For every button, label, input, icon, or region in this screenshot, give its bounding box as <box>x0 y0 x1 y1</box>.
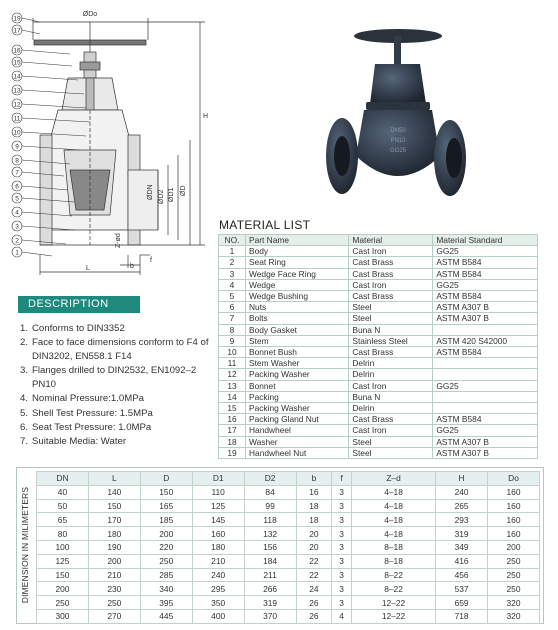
material-list-cell: 7 <box>219 313 246 324</box>
dimension-table <box>36 471 540 624</box>
material-list-cell: Packing Gland Nut <box>246 414 349 425</box>
dimension-cell: 537 <box>436 582 488 596</box>
dimension-cell: 4 <box>332 609 352 623</box>
callout-number: 15 <box>13 59 21 67</box>
dimension-cell: 145 <box>192 513 244 527</box>
material-list-cell: Washer <box>246 436 349 447</box>
material-list-cell: Buna N <box>349 391 433 402</box>
dimension-cell: 84 <box>244 485 296 499</box>
material-list-cell <box>433 369 538 380</box>
dimension-cell: 26 <box>296 609 332 623</box>
callout-number: 12 <box>13 101 21 109</box>
dimension-header-row <box>37 472 540 486</box>
description-item <box>20 336 220 364</box>
dimension-cell: 140 <box>88 485 140 499</box>
dimension-cell: 160 <box>192 527 244 541</box>
material-list-row <box>219 369 538 380</box>
dim-do: ØDo <box>82 11 98 18</box>
material-list-cell: ASTM B584 <box>433 257 538 268</box>
dimension-cell: 132 <box>244 527 296 541</box>
dimension-cell: 4–18 <box>351 527 435 541</box>
dimension-cell: 180 <box>88 527 140 541</box>
callout-leader <box>22 252 52 256</box>
description-item-number: 6. <box>20 421 29 433</box>
description-item-number: 2. <box>20 337 29 349</box>
dimension-side-label <box>18 470 32 620</box>
dim-b: b <box>130 263 134 270</box>
material-list-cell: Cast Brass <box>349 291 433 302</box>
dimension-cell: 456 <box>436 568 488 582</box>
description-item-text: Shell Test Pressure: 1.5MPa <box>32 407 153 419</box>
dimension-cell: 395 <box>140 596 192 610</box>
dimension-cell: 12–22 <box>351 596 435 610</box>
description-item <box>20 322 220 336</box>
callout-number: 6 <box>15 183 19 191</box>
dimension-cell: 160 <box>488 485 540 499</box>
dimension-cell: 270 <box>88 609 140 623</box>
callout-number: 17 <box>13 27 21 35</box>
dimension-cell: 180 <box>192 540 244 554</box>
dimension-cell: 320 <box>488 609 540 623</box>
dimension-cell: 211 <box>244 568 296 582</box>
dimension-cell: 300 <box>37 609 89 623</box>
dimension-cell: 125 <box>37 554 89 568</box>
dimension-cell: 220 <box>140 540 192 554</box>
dim-dn: ØDN <box>147 184 154 200</box>
description-item-number: 7. <box>20 435 29 447</box>
dimension-cell: 718 <box>436 609 488 623</box>
dimension-cell: 160 <box>488 513 540 527</box>
material-list-cell: Handwheel <box>246 425 349 436</box>
description-item-number: 3. <box>20 365 29 377</box>
dimension-row <box>37 554 540 568</box>
material-list-cell: GG25 <box>433 279 538 290</box>
callout-number: 2 <box>15 237 19 245</box>
material-list-row <box>219 358 538 369</box>
callout-leader <box>22 18 40 22</box>
dimension-cell: 125 <box>192 499 244 513</box>
dimension-cell: 265 <box>436 499 488 513</box>
material-list-cell: Seat Ring <box>246 257 349 268</box>
dimension-cell: 12–22 <box>351 609 435 623</box>
gate-valve-photo <box>320 6 470 211</box>
dimension-cell: 319 <box>436 527 488 541</box>
dimension-cell: 250 <box>488 554 540 568</box>
material-list-cell: GG25 <box>433 425 538 436</box>
dimension-cell: 65 <box>37 513 89 527</box>
callout-number: 1 <box>15 249 19 257</box>
dimension-cell: 190 <box>88 540 140 554</box>
dimension-cell: 3 <box>332 582 352 596</box>
dimension-header-cell: D <box>140 472 192 486</box>
dimension-cell: 150 <box>88 499 140 513</box>
dimension-header-cell: L <box>88 472 140 486</box>
dimension-cell: 160 <box>488 527 540 541</box>
material-list-header-cell: NO. <box>219 235 246 246</box>
callout-number: 9 <box>15 143 19 151</box>
material-list-row <box>219 436 538 447</box>
material-list-cell: Packing Washer <box>246 369 349 380</box>
dimension-cell: 210 <box>192 554 244 568</box>
dimension-cell: 210 <box>88 568 140 582</box>
description-item <box>20 392 220 406</box>
material-list-cell: 3 <box>219 268 246 279</box>
material-list-cell: 12 <box>219 369 246 380</box>
material-list-row <box>219 335 538 346</box>
material-list-cell: 18 <box>219 436 246 447</box>
material-list-cell: 2 <box>219 257 246 268</box>
description-item-text: Nominal Pressure:1.0MPa <box>32 393 144 405</box>
dimension-header-cell: D1 <box>192 472 244 486</box>
material-list-title: MATERIAL LIST <box>219 218 311 232</box>
material-list-cell: Nuts <box>246 302 349 313</box>
dimension-row <box>37 485 540 499</box>
material-list-cell: 4 <box>219 279 246 290</box>
dimension-cell: 3 <box>332 554 352 568</box>
dimension-cell: 3 <box>332 513 352 527</box>
description-item-text: Conforms to DIN3352 <box>32 323 125 334</box>
dimension-header-cell: b <box>296 472 332 486</box>
material-list-row <box>219 257 538 268</box>
dimension-cell: 3 <box>332 596 352 610</box>
dimension-cell: 50 <box>37 499 89 513</box>
dimension-row <box>37 568 540 582</box>
material-list-row <box>219 403 538 414</box>
material-list-cell: 13 <box>219 380 246 391</box>
dimension-cell: 24 <box>296 582 332 596</box>
dim-l: L <box>86 265 90 272</box>
material-list-cell: Body <box>246 246 349 257</box>
material-list-cell <box>433 358 538 369</box>
dimension-cell: 350 <box>192 596 244 610</box>
dimension-cell: 4–18 <box>351 499 435 513</box>
material-list-cell: Cast Brass <box>349 257 433 268</box>
dimension-cell: 16 <box>296 485 332 499</box>
material-list-row <box>219 447 538 458</box>
dimension-cell: 285 <box>140 568 192 582</box>
material-list-cell: Cast Iron <box>349 246 433 257</box>
callout-number: 8 <box>15 157 19 165</box>
dimension-cell: 150 <box>140 485 192 499</box>
dimension-header-cell: H <box>436 472 488 486</box>
dimension-cell: 160 <box>488 499 540 513</box>
callout-number: 4 <box>15 209 19 217</box>
material-list-cell: ASTM A307 B <box>433 313 538 324</box>
callout-number: 5 <box>15 195 19 203</box>
dimension-row <box>37 582 540 596</box>
material-list-row <box>219 347 538 358</box>
dim-h: H <box>203 113 209 120</box>
material-list-cell: ASTM B584 <box>433 414 538 425</box>
dimension-cell: 200 <box>88 554 140 568</box>
dim-d2: ØD2 <box>158 189 165 204</box>
material-list-row <box>219 391 538 402</box>
dimension-cell: 240 <box>436 485 488 499</box>
dimension-cell: 4–18 <box>351 513 435 527</box>
material-list-cell: Wedge Face Ring <box>246 268 349 279</box>
dimension-cell: 295 <box>192 582 244 596</box>
valve-section-drawing <box>0 0 215 285</box>
dimension-cell: 3 <box>332 568 352 582</box>
dimension-cell: 250 <box>488 568 540 582</box>
material-list-cell: Delrin <box>349 358 433 369</box>
material-list-cell: 17 <box>219 425 246 436</box>
material-list-cell: Bonnet Bush <box>246 347 349 358</box>
dimension-cell: 22 <box>296 554 332 568</box>
callout-leader <box>22 50 70 54</box>
dimension-cell: 185 <box>140 513 192 527</box>
material-list-cell: Steel <box>349 313 433 324</box>
material-list-cell: GG25 <box>433 246 538 257</box>
dimension-cell: 156 <box>244 540 296 554</box>
material-list-cell: Steel <box>349 447 433 458</box>
material-list-cell: 10 <box>219 347 246 358</box>
dimension-cell: 349 <box>436 540 488 554</box>
dimension-cell: 4–18 <box>351 485 435 499</box>
svg-text:PN10: PN10 <box>390 138 406 144</box>
material-list-cell: 11 <box>219 358 246 369</box>
material-list-cell: Cast Iron <box>349 380 433 391</box>
svg-text:DN50: DN50 <box>390 128 406 134</box>
dimension-row <box>37 527 540 541</box>
dimension-cell: 8–18 <box>351 540 435 554</box>
material-list-header-row <box>219 235 538 246</box>
material-list-cell: ASTM A307 B <box>433 436 538 447</box>
material-list-row <box>219 268 538 279</box>
dimension-cell: 22 <box>296 568 332 582</box>
material-list-cell: 9 <box>219 335 246 346</box>
material-list-cell <box>433 403 538 414</box>
callout-number: 19 <box>13 15 21 23</box>
material-list-cell <box>433 391 538 402</box>
callout-number: 3 <box>15 223 19 231</box>
material-list-cell: Body Gasket <box>246 324 349 335</box>
dimension-cell: 319 <box>244 596 296 610</box>
description-item <box>20 364 220 392</box>
callout-number: 16 <box>13 47 21 55</box>
dimension-header-cell: Z–d <box>351 472 435 486</box>
material-list-cell: 16 <box>219 414 246 425</box>
material-list-cell: ASTM A307 B <box>433 302 538 313</box>
callout-leader <box>22 62 72 66</box>
dimension-row <box>37 513 540 527</box>
material-list-cell: ASTM B584 <box>433 347 538 358</box>
svg-text:GG25: GG25 <box>389 148 407 154</box>
material-list-header-cell: Part Name <box>246 235 349 246</box>
material-list-row <box>219 414 538 425</box>
material-list-cell: Buna N <box>349 324 433 335</box>
description-item-text: Face to face dimensions conform to F4 of DIN3202, EN558.1 F14 <box>32 337 209 363</box>
material-list-cell: Packing <box>246 391 349 402</box>
dimension-cell: 8–18 <box>351 554 435 568</box>
dimension-cell: 240 <box>192 568 244 582</box>
dimension-cell: 184 <box>244 554 296 568</box>
material-list-cell: 15 <box>219 403 246 414</box>
material-list-cell: ASTM B584 <box>433 291 538 302</box>
dimension-cell: 200 <box>488 540 540 554</box>
material-list-cell: Wedge Bushing <box>246 291 349 302</box>
dimension-cell: 3 <box>332 527 352 541</box>
dimension-cell: 40 <box>37 485 89 499</box>
dimension-cell: 170 <box>88 513 140 527</box>
dimension-row <box>37 596 540 610</box>
dimension-cell: 230 <box>88 582 140 596</box>
material-list-row <box>219 302 538 313</box>
dimension-cell: 150 <box>37 568 89 582</box>
description-item <box>20 407 220 421</box>
material-list-cell <box>433 324 538 335</box>
material-list-cell: 19 <box>219 447 246 458</box>
material-list-cell: Steel <box>349 302 433 313</box>
description-item-text: Flanges drilled to DIN2532, EN1092–2 PN10 <box>32 365 197 391</box>
dimension-cell: 250 <box>488 582 540 596</box>
material-list-cell: Wedge <box>246 279 349 290</box>
material-list-cell: Cast Brass <box>349 268 433 279</box>
dimension-cell: 200 <box>140 527 192 541</box>
dim-zd: Z-ød <box>115 233 122 248</box>
material-list-row <box>219 279 538 290</box>
material-list-row <box>219 380 538 391</box>
dimension-cell: 400 <box>192 609 244 623</box>
dimension-cell: 659 <box>436 596 488 610</box>
material-list-cell: 14 <box>219 391 246 402</box>
material-list-header-cell: Material <box>349 235 433 246</box>
dimension-row <box>37 540 540 554</box>
callout-number: 11 <box>13 115 21 123</box>
dimension-cell: 416 <box>436 554 488 568</box>
material-list-row <box>219 313 538 324</box>
dimension-header-cell: f <box>332 472 352 486</box>
dimension-cell: 100 <box>37 540 89 554</box>
dimension-cell: 320 <box>488 596 540 610</box>
material-list-cell: Bolts <box>246 313 349 324</box>
dimension-cell: 293 <box>436 513 488 527</box>
material-list-cell: Delrin <box>349 369 433 380</box>
material-list-cell: Stem <box>246 335 349 346</box>
dimension-cell: 8–22 <box>351 568 435 582</box>
callout-number: 10 <box>13 129 21 137</box>
dimension-cell: 20 <box>296 527 332 541</box>
material-list-cell: ASTM 420 S42000 <box>433 335 538 346</box>
dimension-side-label-text: DIMENSION IN MILIMETERS <box>20 486 30 604</box>
material-list-cell: Cast Brass <box>349 414 433 425</box>
dimension-cell: 20 <box>296 540 332 554</box>
material-list-cell: GG25 <box>433 380 538 391</box>
material-list-cell: Handwheel Nut <box>246 447 349 458</box>
description-item <box>20 421 220 435</box>
material-list-table <box>218 234 538 459</box>
material-list-cell: 6 <box>219 302 246 313</box>
dimension-header-cell: Do <box>488 472 540 486</box>
description-item-number: 4. <box>20 393 29 405</box>
description-title: DESCRIPTION <box>28 298 109 310</box>
material-list-cell: Stem Washer <box>246 358 349 369</box>
dim-d: ØD <box>180 185 187 196</box>
material-list-cell: ASTM A307 B <box>433 447 538 458</box>
callout-number: 7 <box>15 169 19 177</box>
dimension-cell: 118 <box>244 513 296 527</box>
material-list-cell: 1 <box>219 246 246 257</box>
material-list-cell: Packing Washer <box>246 403 349 414</box>
material-list-cell: Bonnet <box>246 380 349 391</box>
callout-leader <box>22 30 40 34</box>
material-list-cell: Steel <box>349 436 433 447</box>
dimension-cell: 370 <box>244 609 296 623</box>
material-list-cell: ASTM B584 <box>433 268 538 279</box>
description-item-text: Suitable Media: Water <box>32 435 127 447</box>
material-list-cell: Cast Iron <box>349 279 433 290</box>
description-item <box>20 435 220 449</box>
dimension-cell: 8–22 <box>351 582 435 596</box>
material-list-cell: Cast Brass <box>349 347 433 358</box>
material-list-row <box>219 246 538 257</box>
dimension-cell: 266 <box>244 582 296 596</box>
dimension-cell: 250 <box>140 554 192 568</box>
dimension-cell: 250 <box>37 596 89 610</box>
dimension-cell: 18 <box>296 513 332 527</box>
dimension-cell: 165 <box>140 499 192 513</box>
material-list-cell: Delrin <box>349 403 433 414</box>
dimension-cell: 80 <box>37 527 89 541</box>
description-item-number: 5. <box>20 407 29 419</box>
material-list-cell: Stainless Steel <box>349 335 433 346</box>
material-list-cell: 5 <box>219 291 246 302</box>
material-list-cell: Cast Iron <box>349 425 433 436</box>
dimension-cell: 3 <box>332 540 352 554</box>
dim-f: f <box>150 257 152 264</box>
dimension-cell: 18 <box>296 499 332 513</box>
description-item-number: 1. <box>20 323 29 334</box>
description-list <box>20 322 220 449</box>
dimension-header-cell: DN <box>37 472 89 486</box>
material-list-cell: 8 <box>219 324 246 335</box>
dimension-cell: 99 <box>244 499 296 513</box>
dimension-row <box>37 609 540 623</box>
callout-number: 14 <box>13 73 21 81</box>
dimension-cell: 110 <box>192 485 244 499</box>
dimension-cell: 340 <box>140 582 192 596</box>
material-list-row <box>219 291 538 302</box>
dimension-cell: 445 <box>140 609 192 623</box>
material-list-row <box>219 324 538 335</box>
dimension-cell: 200 <box>37 582 89 596</box>
material-list-header-cell: Material Standard <box>433 235 538 246</box>
dim-d1: ØD1 <box>168 187 175 202</box>
material-list-row <box>219 425 538 436</box>
dimension-cell: 250 <box>88 596 140 610</box>
dimension-cell: 3 <box>332 485 352 499</box>
dimension-header-cell: D2 <box>244 472 296 486</box>
dimension-cell: 3 <box>332 499 352 513</box>
callout-number: 13 <box>13 87 21 95</box>
dimension-row <box>37 499 540 513</box>
dimension-cell: 26 <box>296 596 332 610</box>
description-item-text: Seat Test Pressure: 1.0MPa <box>32 421 152 433</box>
